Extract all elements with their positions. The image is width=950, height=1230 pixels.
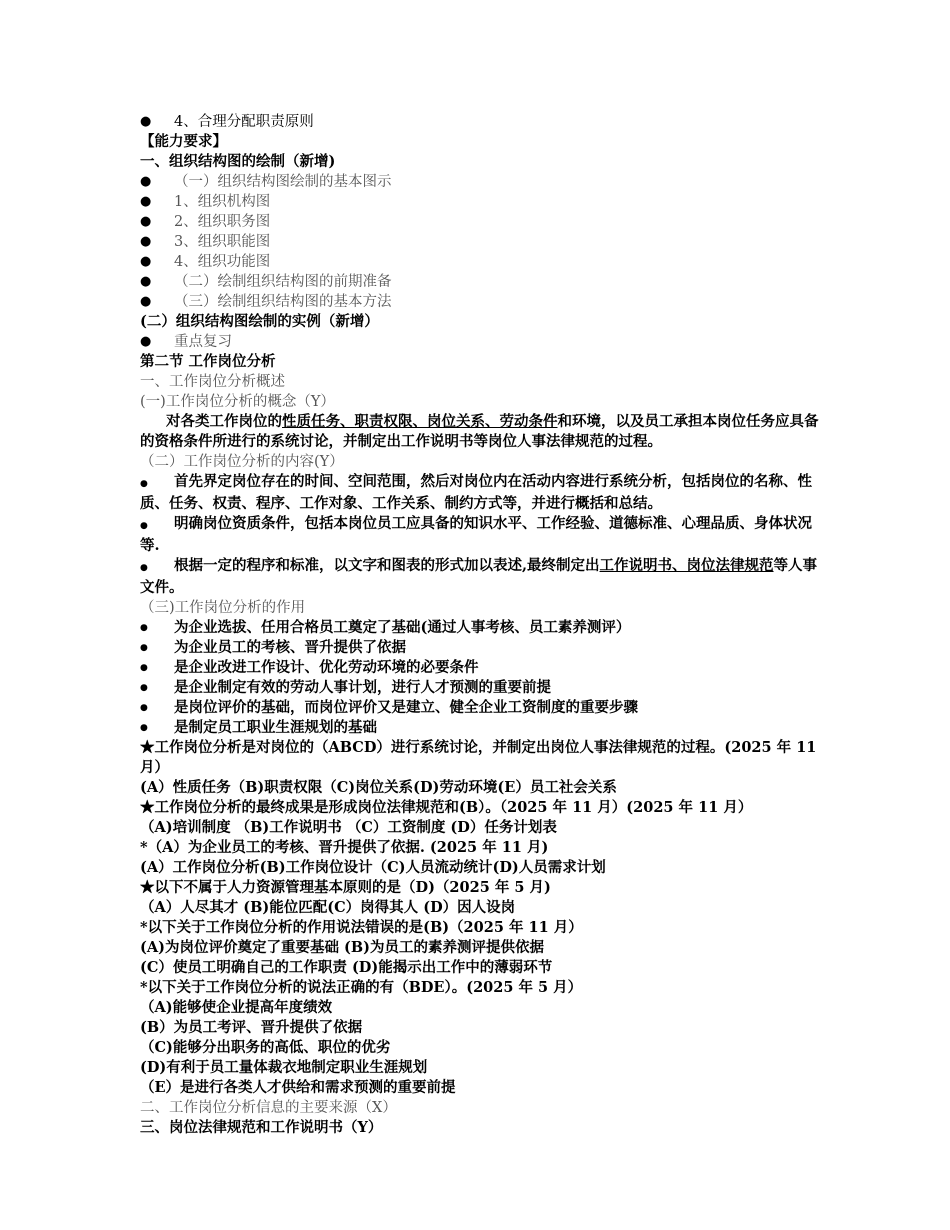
question-options: （A)培训制度 （B)工作说明书 （C）工资制度 (D）任务计划表	[140, 819, 557, 836]
list-item-text: 为企业选拔、任用合格员工奠定了基础(通过人事考核、员工素养测评）	[174, 619, 631, 636]
list-item-text: （三）绘制组织结构图的基本方法	[174, 294, 392, 310]
question-options: (A)为岗位评价奠定了重要基础 (B)为员工的素养测评提供依据	[140, 939, 544, 956]
list-item-text: 为企业员工的考核、晋升提供了依据	[174, 639, 406, 656]
list-item-text: 是企业制定有效的劳动人事计划，进行人才预测的重要前提	[174, 679, 551, 696]
list-item-text: 重点复习	[174, 334, 232, 350]
question-options: （A）人尽其才 (B)能位匹配(C）岗得其人 (D）因人设岗	[140, 899, 516, 916]
question-text: ★工作岗位分析的最终成果是形成岗位法律规范和(B）。（2025 年 11 月）(2025 年 11 月）	[140, 799, 753, 816]
list-item	[140, 556, 820, 598]
list-item	[140, 332, 820, 352]
bullet-icon: ●	[140, 703, 148, 713]
list-item	[140, 638, 820, 658]
question-option: （A)能够使企业提高年度绩效	[140, 999, 333, 1016]
list-item	[140, 252, 820, 272]
list-item-text: （二）绘制组织结构图的前期准备	[174, 274, 392, 290]
list-item	[140, 472, 820, 514]
question-text: *以下关于工作岗位分析的说法正确的有（BDE）。(2025 年 5 月）	[140, 979, 583, 996]
bullet-icon: ●	[140, 334, 152, 349]
list-item	[140, 192, 820, 212]
subsection-heading: (一)工作岗位分析的概念（Y）	[140, 394, 335, 410]
section-heading: 第二节 工作岗位分析	[140, 353, 276, 370]
question-text: *（A）为企业员工的考核、晋升提供了依据. (2025 年 11 月)	[140, 839, 549, 856]
question-option: (D)有利于员工量体裁衣地制定职业生涯规划	[140, 1059, 428, 1076]
list-item-text: 是制定员工职业生涯规划的基础	[174, 719, 377, 736]
list-item	[140, 112, 820, 132]
question-option: （C)能够分出职务的高低、职位的优劣	[140, 1039, 391, 1056]
bullet-icon: ●	[140, 643, 148, 653]
list-item-text: 1、组织机构图	[174, 194, 271, 210]
list-item-text: 3、组织职能图	[174, 234, 271, 250]
list-item	[140, 514, 820, 556]
list-item	[140, 212, 820, 232]
list-item	[140, 698, 820, 718]
bullet-icon: ●	[140, 723, 148, 733]
section-heading: 三、岗位法律规范和工作说明书（Y）	[140, 1119, 383, 1136]
question-option: （E）是进行各类人才供给和需求预测的重要前提	[140, 1079, 456, 1096]
list-item-text: ● 明确岗位资质条件，包括本岗位员工应具备的知识水平、工作经验、道德标准、心理品质、身体状况等.	[140, 515, 812, 554]
bullet-icon: ●	[140, 663, 148, 673]
list-item	[140, 618, 820, 638]
list-item	[140, 658, 820, 678]
bullet-icon: ●	[140, 294, 152, 309]
bullet-icon: ●	[140, 214, 152, 229]
list-item	[140, 678, 820, 698]
bullet-icon: ●	[140, 254, 152, 269]
section-heading: (二）组织结构图绘制的实例（新增）	[140, 313, 379, 330]
question-text: *以下关于工作岗位分析的作用说法错误的是(B)（2025 年 11 月）	[140, 919, 583, 936]
bullet-icon: ●	[140, 623, 148, 633]
list-item-text: （一）组织结构图绘制的基本图示	[174, 174, 392, 190]
list-item-text: 是岗位评价的基础，而岗位评价又是建立、健全企业工资制度的重要步骤	[174, 699, 638, 716]
question-options: (A）工作岗位分析(B)工作岗位设计（C)人员流动统计(D)人员需求计划	[140, 859, 606, 876]
definition-paragraph: 对各类工作岗位的性质任务、职责权限、岗位关系、劳动条件和环境，以及员工承担本岗位任务应具备的资格条件所进行的系统讨论，并制定出工作说明书等岗位人事法律规范的过程。	[140, 413, 819, 450]
document-page	[140, 112, 820, 1138]
question-option: (B）为员工考评、晋升提供了依据	[140, 1019, 363, 1036]
bullet-icon: ●	[140, 521, 148, 531]
question-options: (A）性质任务（B)职责权限（C)岗位关系(D)劳动环境(E）员工社会关系	[140, 779, 617, 796]
bullet-icon: ●	[140, 194, 152, 209]
list-item-text: ● 首先界定岗位存在的时间、空间范围，然后对岗位内在活动内容进行系统分析，包括岗位的名称、性质、任务、权责、程序、工作对象、工作关系、制约方式等，并进行概括和总结。	[140, 473, 812, 512]
subsection-heading: （二）工作岗位分析的内容(Y）	[140, 454, 344, 470]
bullet-icon: ●	[140, 174, 152, 189]
list-item-text: ● 根据一定的程序和标准，以文字和图表的形式加以表述,最终制定出工作说明书、岗位法律规范等人事文件。	[140, 557, 818, 596]
bullet-icon: ●	[140, 479, 148, 489]
question-text: ★工作岗位分析是对岗位的（ABCD）进行系统讨论，并制定出岗位人事法律规范的过程。(2025 年 11 月）	[140, 739, 817, 776]
bullet-icon: ●	[140, 563, 148, 573]
question-text: ★以下不属于人力资源管理基本原则的是（D)（2025 年 5 月)	[140, 879, 551, 896]
list-item-text: 是企业改进工作设计、优化劳动环境的必要条件	[174, 659, 479, 676]
section-heading: 一、组织结构图的绘制（新增)	[140, 153, 336, 170]
list-item	[140, 718, 820, 738]
bullet-icon: ●	[140, 274, 152, 289]
subsection-heading: 一、工作岗位分析概述	[140, 374, 285, 390]
bullet-icon: ●	[140, 683, 148, 693]
list-item	[140, 172, 820, 192]
bullet-icon: ●	[140, 114, 152, 129]
list-item-text: 2、组织职务图	[174, 214, 271, 230]
subsection-heading: 二、工作岗位分析信息的主要来源（X）	[140, 1100, 397, 1116]
list-item	[140, 292, 820, 312]
list-item	[140, 232, 820, 252]
section-heading: 【能力要求】	[140, 133, 227, 150]
list-item	[140, 272, 820, 292]
subsection-heading: （三)工作岗位分析的作用	[140, 600, 306, 616]
list-item-text: 4、合理分配职责原则	[174, 114, 314, 130]
bullet-icon: ●	[140, 234, 152, 249]
question-options: (C）使员工明确自己的工作职责 (D)能揭示出工作中的薄弱环节	[140, 959, 553, 976]
list-item-text: 4、组织功能图	[174, 254, 271, 270]
